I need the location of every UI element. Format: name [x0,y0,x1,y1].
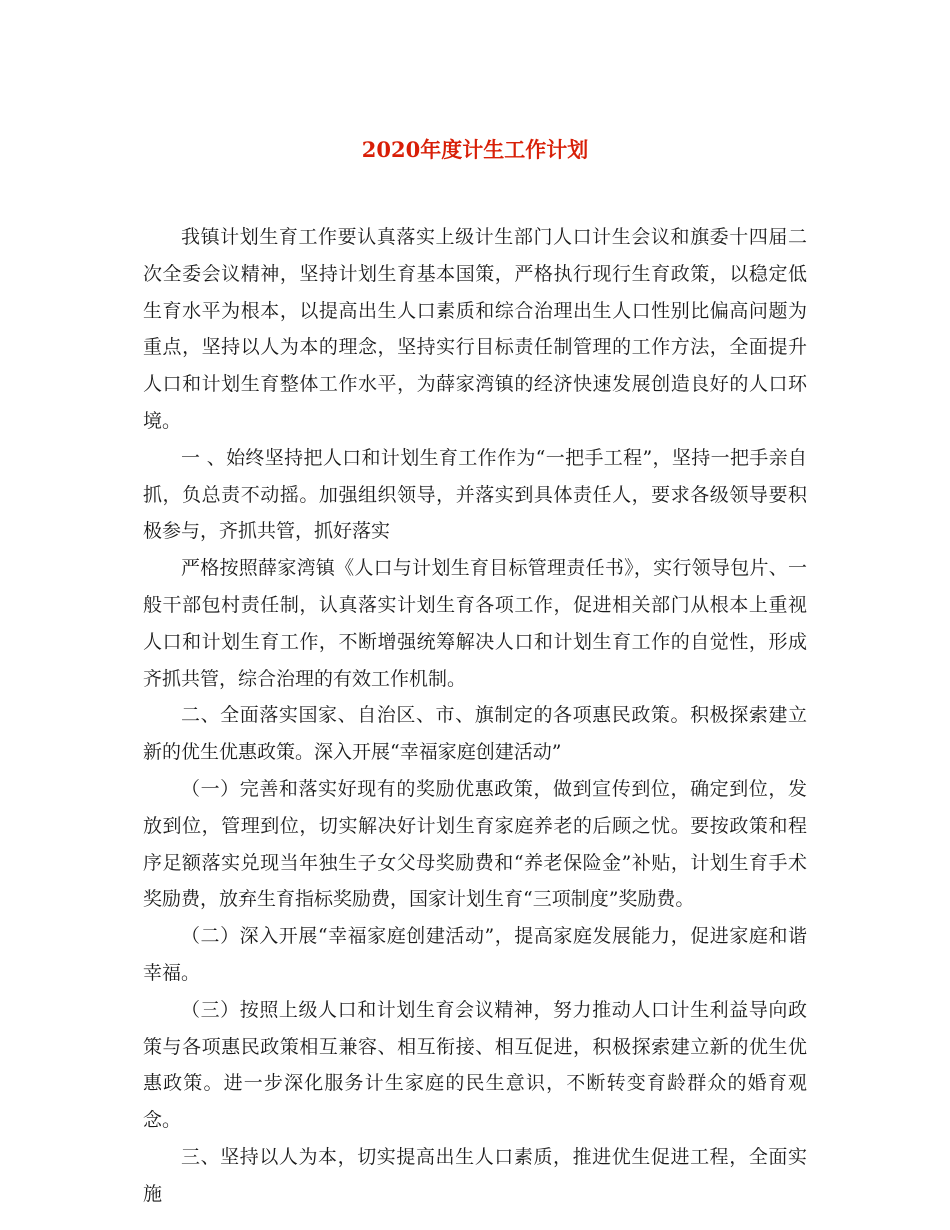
paragraph-section-2-item-3: （三）按照上级人口和计划生育会议精神，努力推动人口计生利益导向政策与各项惠民政策相互兼容、相互衔接、相互促进，积极探索建立新的优生优惠政策。进一步深化服务计生家庭的民生意识，不断转变育龄群众的婚育观念。 [143,998,807,1132]
paragraph-section-2: 二、全面落实国家、自治区、市、旗制定的各项惠民政策。积极探索建立新的优生优惠政策。深入开展“幸福家庭创建活动” [143,704,807,764]
paragraph-section-1-detail: 严格按照薛家湾镇《人口与计划生育目标管理责任书》，实行领导包片、一般干部包村责任制，认真落实计划生育各项工作，促进相关部门从根本上重视人口和计划生育工作，不断增强统筹解决人口和计划生育工作的自觉性，形成齐抓共管，综合治理的有效工作机制。 [143,557,807,690]
paragraph-section-2-item-2: （二）深入开展“幸福家庭创建活动”，提高家庭发展能力，促进家庭和谐幸福。 [143,925,807,984]
paragraph-section-1: 一 、始终坚持把人口和计划生育工作作为“一把手工程”，坚持一把手亲自抓，负总责不动摇。加强组织领导，并落实到具体责任人，要求各级领导要积极参与，齐抓共管，抓好落实 [143,446,807,543]
document-body [143,219,807,1213]
document-title: 2020年度计生工作计划 [361,137,589,162]
paragraph-section-3: 三、坚持以人为本，切实提高出生人口素质，推进优生促进工程，全面实施 [143,1145,807,1205]
paragraph-section-2-item-1: （一）完善和落实好现有的奖励优惠政策，做到宣传到位，确定到位，发放到位，管理到位，切实解决好计划生育家庭养老的后顾之忧。要按政策和程序足额落实兑现当年独生子女父母奖励费和“养老保险金”补贴，计划生育手术奖励费，放弃生育指标奖励费，国家计划生育“三项制度”奖励费。 [143,777,807,911]
paragraph-intro: 我镇计划生育工作要认真落实上级计生部门人口计生会议和旗委十四届二次全委会议精神，坚持计划生育基本国策，严格执行现行生育政策，以稳定低生育水平为根本，以提高出生人口素质和综合治理出生人口性别比偏高问题为重点，坚持以人为本的理念，坚持实行目标责任制管理的工作方法，全面提升人口和计划生育整体工作水平，为薛家湾镇的经济快速发展创造良好的人口环境。 [143,226,807,432]
